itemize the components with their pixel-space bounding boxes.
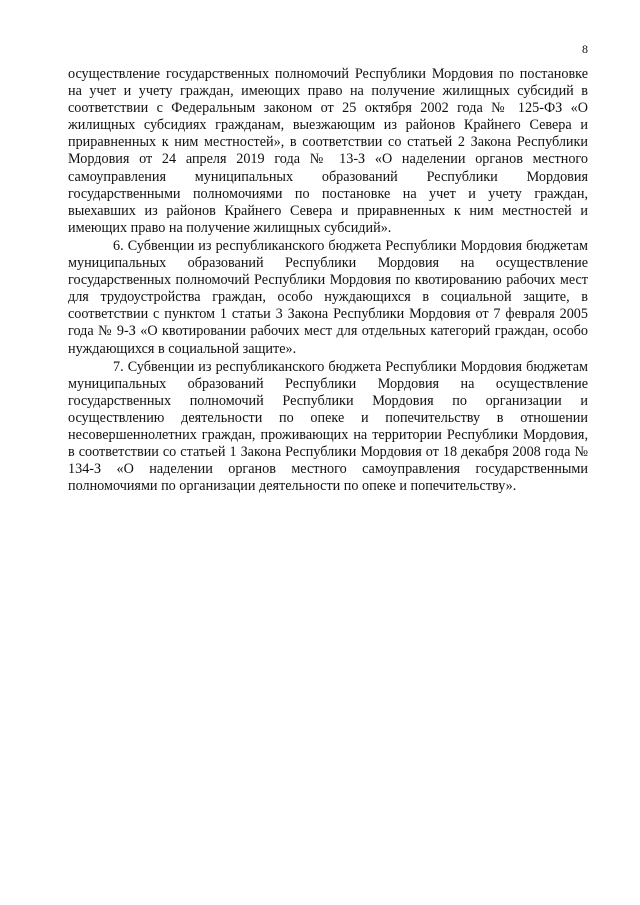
paragraph-item-6: 6. Субвенции из республиканского бюджета Республики Мордовия бюджетам муниципальных образований Республики Мордовия на осуществление государственных полномочий Республики Мордовия по квотированию рабочих мест для трудоустройства граждан, особо нуждающихся в социальной защите, в соответствии с пунктом 1 статьи 3 Закона Республики Мордовия от 7 февраля 2005 года № 9-З «О квотировании рабочих мест для отдельных категорий граждан, особо нуждающихся в социальной защите». [68,237,588,357]
paragraph-continuation: осуществление государственных полномочий Республики Мордовия по постановке на учет и учету граждан, имеющих право на получение жилищных субсидий в соответствии с Федеральным законом от 25 октября 2002 года № 125-ФЗ «О жилищных субсидиях гражданам, выезжающим из районов Крайнего Севера и приравненных к ним местностей», в соответствии со статьей 2 Закона Республики Мордовия от 24 апреля 2019 года № 13-З «О наделении органов местного самоуправления муниципальных образований Республики Мордовия государственными полномочиями по постановке на учет и учету граждан, выехавших из районов Крайнего Севера и приравненных к ним местностей и имеющих право на получение жилищных субсидий». [68,66,588,236]
page-number: 8 [582,42,588,56]
paragraph-item-7: 7. Субвенции из республиканского бюджета Республики Мордовия бюджетам муниципальных образований Республики Мордовия на осуществление государственных полномочий Республики Мордовия по организации и осуществлению деятельности по опеке и попечительству в отношении несовершеннолетних граждан, проживающих на территории Республики Мордовия, в соответствии со статьей 1 Закона Республики Мордовия от 18 декабря 2008 года № 134-З «О наделении органов местного самоуправления государственными полномочиями по организации деятельности по опеке и попечительству». [68,358,588,495]
document-body [68,66,588,495]
